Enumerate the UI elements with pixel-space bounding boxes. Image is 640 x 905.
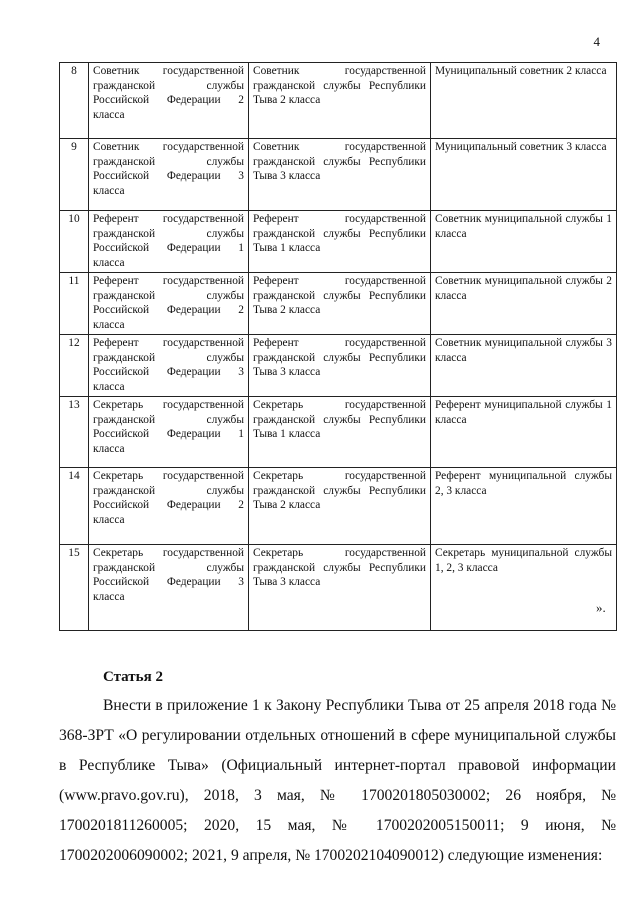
table-row bbox=[60, 211, 617, 273]
row-number: 14 bbox=[60, 468, 89, 545]
federal-rank-cell: Секретарь государственной гражданской службы Российской Федерации 3 класса bbox=[89, 545, 249, 631]
table-row bbox=[60, 468, 617, 545]
municipal-rank-cell: Муниципальный советник 3 класса bbox=[431, 139, 617, 211]
table-row bbox=[60, 545, 617, 631]
row-number: 10 bbox=[60, 211, 89, 273]
tyva-rank-cell: Секретарь государственной гражданской службы Республики Тыва 2 класса bbox=[249, 468, 431, 545]
table-row bbox=[60, 273, 617, 335]
municipal-rank-cell: Советник муниципальной службы 2 класса bbox=[431, 273, 617, 335]
table-row bbox=[60, 139, 617, 211]
closing-quote: ». bbox=[596, 600, 606, 615]
municipal-rank-cell: Секретарь муниципальной службы 1, 2, 3 класса bbox=[431, 545, 617, 631]
row-number: 8 bbox=[60, 63, 89, 139]
federal-rank-cell: Референт государственной гражданской службы Российской Федерации 3 класса bbox=[89, 335, 249, 397]
page-number: 4 bbox=[593, 34, 600, 49]
row-number: 9 bbox=[60, 139, 89, 211]
table-row bbox=[60, 397, 617, 468]
table-row bbox=[60, 63, 617, 139]
tyva-rank-cell: Секретарь государственной гражданской службы Республики Тыва 3 класса bbox=[249, 545, 431, 631]
federal-rank-cell: Референт государственной гражданской службы Российской Федерации 2 класса bbox=[89, 273, 249, 335]
row-number: 15 bbox=[60, 545, 89, 631]
row-number: 11 bbox=[60, 273, 89, 335]
federal-rank-cell: Референт государственной гражданской службы Российской Федерации 1 класса bbox=[89, 211, 249, 273]
article-title: Статья 2 bbox=[103, 669, 163, 685]
table-row bbox=[60, 335, 617, 397]
municipal-rank-cell: Советник муниципальной службы 1 класса bbox=[431, 211, 617, 273]
article-body: Внести в приложение 1 к Закону Республики Тыва от 25 апреля 2018 года № 368-ЗРТ «О регулировании отдельных отношений в сфере муниципальной службы в Республике Тыва» (Официальный интернет-портал правовой информации (www.pravo.gov.ru), 2018, 3 мая, № 1700201805030002; 26 ноября, № 1700201811260005; 2020, 15 мая, № 1700202005150011; 9 июня, № 1700202006090002; 2021, 9 апреля, № 1700202104090012) следующие изменения: bbox=[59, 697, 616, 864]
municipal-rank-cell: Советник муниципальной службы 3 класса bbox=[431, 335, 617, 397]
row-number: 13 bbox=[60, 397, 89, 468]
tyva-rank-cell: Советник государственной гражданской службы Республики Тыва 2 класса bbox=[249, 63, 431, 139]
federal-rank-cell: Советник государственной гражданской службы Российской Федерации 3 класса bbox=[89, 139, 249, 211]
municipal-rank-cell: Референт муниципальной службы 2, 3 класса bbox=[431, 468, 617, 545]
tyva-rank-cell: Референт государственной гражданской службы Республики Тыва 1 класса bbox=[249, 211, 431, 273]
row-number: 12 bbox=[60, 335, 89, 397]
federal-rank-cell: Советник государственной гражданской службы Российской Федерации 2 класса bbox=[89, 63, 249, 139]
tyva-rank-cell: Референт государственной гражданской службы Республики Тыва 2 класса bbox=[249, 273, 431, 335]
federal-rank-cell: Секретарь государственной гражданской службы Российской Федерации 2 класса bbox=[89, 468, 249, 545]
tyva-rank-cell: Советник государственной гражданской службы Республики Тыва 3 класса bbox=[249, 139, 431, 211]
federal-rank-cell: Секретарь государственной гражданской службы Российской Федерации 1 класса bbox=[89, 397, 249, 468]
municipal-rank-cell: Муниципальный советник 2 класса bbox=[431, 63, 617, 139]
tyva-rank-cell: Секретарь государственной гражданской службы Республики Тыва 1 класса bbox=[249, 397, 431, 468]
tyva-rank-cell: Референт государственной гражданской службы Республики Тыва 3 класса bbox=[249, 335, 431, 397]
class-rank-table bbox=[59, 62, 617, 631]
municipal-rank-cell: Референт муниципальной службы 1 класса bbox=[431, 397, 617, 468]
